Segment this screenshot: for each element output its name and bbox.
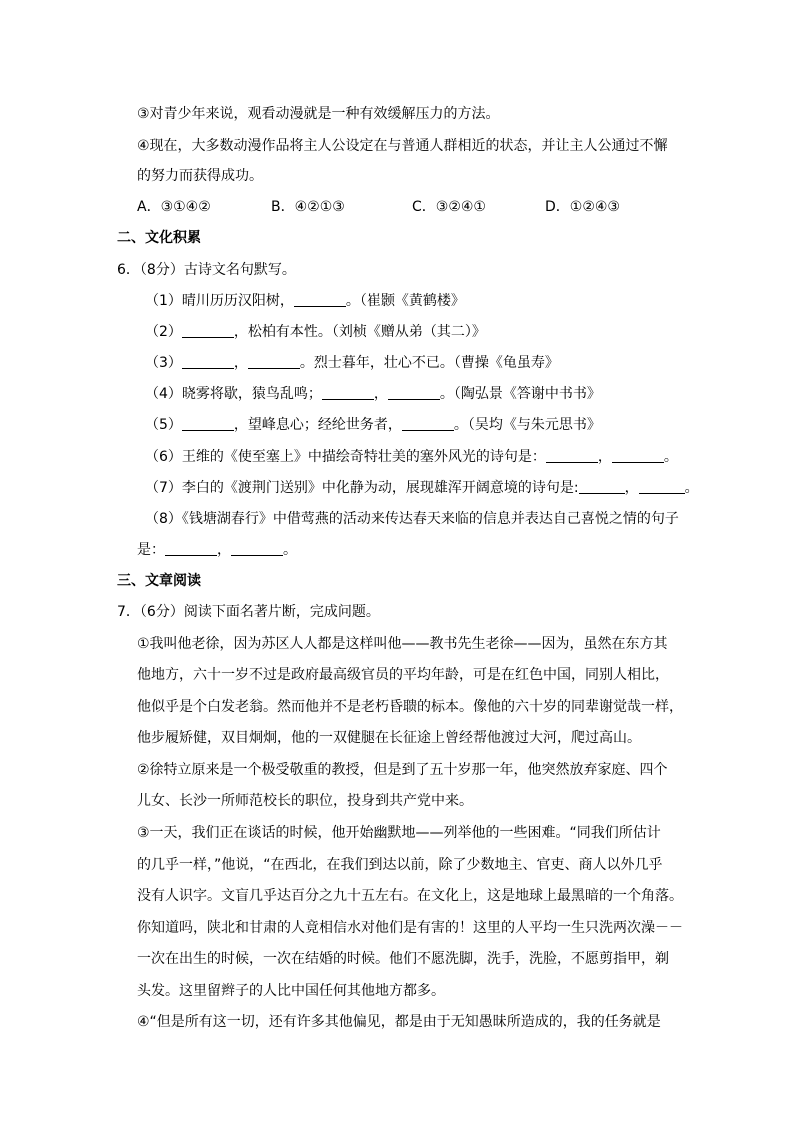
q6-title: 6．（8分）古诗文名句默写。 <box>117 262 296 278</box>
passage-line: 儿女、长沙一所师范校长的职位，投身到共产党中来。 <box>137 793 473 809</box>
passage-line: 他地方，六十一岁不过是政府最高级官员的平均年龄，可是在红色中国，同别人相比， <box>137 667 669 683</box>
q6-line-5: （5） ，望峰息心；经纶世务者， 。（吴均《与朱元思书》 <box>145 417 601 433</box>
q6-line-8a: （8）《钱塘湖春行》中借莺燕的活动来传达春天来临的信息并表达自己喜悦之情的句子 <box>145 511 679 527</box>
section-heading-culture: 二、文化积累 <box>117 230 201 246</box>
passage-line: 他步履矫健，双目炯炯，他的一双健腿在长征途上曾经帮他渡过大河，爬过高山。 <box>137 730 641 746</box>
q5-option-c[interactable]: C．③②④① <box>412 199 486 215</box>
q5-item-3: ③对青少年来说，观看动漫就是一种有效缓解压力的方法。 <box>137 106 500 122</box>
answer-blank[interactable] <box>182 416 234 431</box>
answer-blank[interactable] <box>402 416 454 431</box>
passage-line: 没有人识字。文盲几乎达百分之九十五左右。在文化上，这是地球上最黑暗的一个角落。 <box>137 888 683 904</box>
answer-blank[interactable] <box>182 323 234 338</box>
answer-blank[interactable] <box>322 385 374 400</box>
q6-line-2: （2） ，松柏有本性。（刘桢《赠从弟（其二）》 <box>145 324 486 340</box>
q5-option-a[interactable]: A．③①④② <box>137 199 211 215</box>
q5-option-d[interactable]: D．①②④③ <box>545 199 620 215</box>
q6-line-3: （3） ， 。烈士暮年，壮心不已。（曹操《龟虽寿》 <box>145 355 559 371</box>
q5-option-b[interactable]: B．④②①③ <box>271 199 345 215</box>
q6-line-4: （4）晓雾将歇，猿鸟乱鸣； ， 。（陶弘景《答谢中书书》 <box>145 386 601 402</box>
q7-title: 7．（6分）阅读下面名著片断，完成问题。 <box>117 604 380 620</box>
q5-item-4-line1: ④现在，大多数动漫作品将主人公设定在与普通人群相近的状态，并让主人公通过不懈 <box>137 138 668 154</box>
passage-line: 他似乎是个白发老翁。然而他并不是老朽昏聩的标本。像他的六十岁的同辈谢觉哉一样， <box>137 699 683 715</box>
answer-blank[interactable] <box>231 541 283 556</box>
passage-line: 的几乎一样，”他说，“在西北，在我们到达以前，除了少数地主、官吏、商人以外几乎 <box>137 857 663 873</box>
passage-line: 一次在出生的时候，一次在结婚的时候。他们不愿洗脚，洗手，洗脸，不愿剪指甲，剃 <box>137 951 669 967</box>
answer-blank[interactable] <box>165 541 217 556</box>
section-heading-reading: 三、文章阅读 <box>117 573 201 589</box>
answer-blank[interactable] <box>182 354 234 369</box>
passage-line: ③一天，我们正在谈话的时候，他开始幽默地——列举他的一些困难。“同我们所估计 <box>137 825 661 841</box>
passage-line: 你知道吗，陕北和甘肃的人竟相信水对他们是有害的！这里的人平均一生只洗两次澡－－ <box>137 920 683 936</box>
q6-line-6: （6）王维的《使至塞上》中描绘奇特壮美的塞外风光的诗句是： ， 。 <box>145 449 678 465</box>
passage-line: ②徐特立原来是一个极受敬重的教授，但是到了五十岁那一年，他突然放弃家庭、四个 <box>137 762 668 778</box>
answer-blank[interactable] <box>546 448 598 463</box>
q6-line-8b: 是： ， 。 <box>137 542 297 558</box>
q6-line-7: （7）李白的《渡荆门送别》中化静为动，展现雄浑开阔意境的诗句是: ， 。 <box>145 480 699 496</box>
passage-line: 头发。这里留辫子的人比中国任何其他地方都多。 <box>137 983 445 999</box>
q6-line-1: （1）晴川历历汉阳树， 。（崔颢《黄鹤楼》 <box>145 293 465 309</box>
answer-blank[interactable] <box>612 448 664 463</box>
passage-line: ④“但是所有这一切，还有许多其他偏见，都是由于无知愚昧所造成的，我的任务就是 <box>137 1014 661 1030</box>
answer-blank[interactable] <box>248 354 300 369</box>
answer-blank[interactable] <box>639 479 685 494</box>
answer-blank[interactable] <box>579 479 625 494</box>
answer-blank[interactable] <box>294 292 346 307</box>
q5-item-4-line2: 的努力而获得成功。 <box>137 168 263 184</box>
q5-options <box>137 197 620 217</box>
passage-line: ①我叫他老徐，因为苏区人人都是这样叫他——教书先生老徐——因为，虽然在东方其 <box>137 636 668 652</box>
answer-blank[interactable] <box>388 385 440 400</box>
